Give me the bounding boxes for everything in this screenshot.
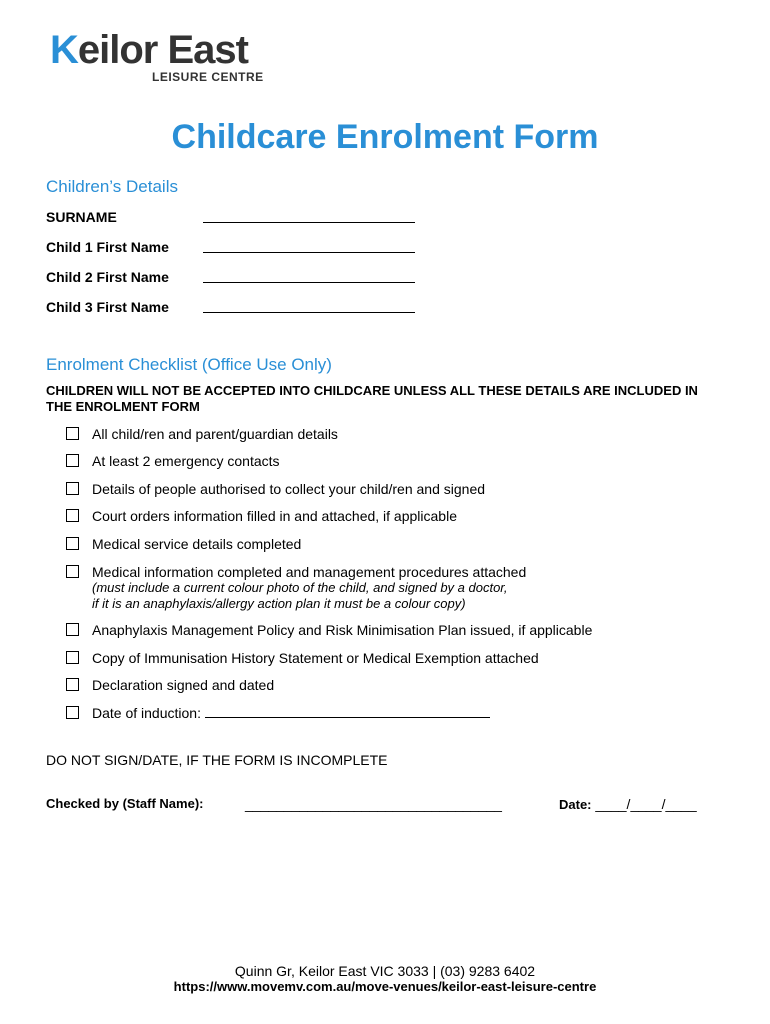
children-details-heading: Children’s Details — [46, 177, 178, 196]
checkbox[interactable] — [66, 623, 79, 636]
checkbox[interactable] — [66, 509, 79, 522]
checklist-warning: CHILDREN WILL NOT BE ACCEPTED INTO CHILDCARE UNLESS ALL THESE DETAILS ARE INCLUDED IN THE ENROLMENT FORM — [46, 383, 698, 414]
footer-url[interactable]: https://www.movemv.com.au/move-venues/keilor-east-leisure-centre — [173, 979, 597, 994]
surname-label: SURNAME — [46, 209, 117, 225]
checkbox[interactable] — [66, 454, 79, 467]
child2-name-field[interactable] — [203, 282, 415, 283]
checklist-heading: Enrolment Checklist (Office Use Only) — [46, 355, 332, 374]
page-title: Childcare Enrolment Form — [171, 118, 599, 156]
logo — [50, 28, 280, 88]
induction-date-field[interactable] — [205, 705, 490, 718]
date-label: Date: — [559, 797, 592, 812]
checkbox[interactable] — [66, 565, 79, 578]
checkbox[interactable] — [66, 651, 79, 664]
child3-label: Child 3 First Name — [46, 299, 169, 315]
checkbox[interactable] — [66, 482, 79, 495]
logo-subtitle: LEISURE CENTRE — [152, 70, 264, 84]
date-field[interactable]: ____/____/____ — [595, 796, 697, 812]
child2-label: Child 2 First Name — [46, 269, 169, 285]
checkbox[interactable] — [66, 427, 79, 440]
staff-name-field[interactable]: _________________________________ — [245, 796, 502, 812]
checkbox[interactable] — [66, 706, 79, 719]
checklist-item-text: Medical information completed and management procedures attached — [92, 564, 527, 580]
child1-name-field[interactable] — [203, 252, 415, 253]
checklist-note: (must include a current colour photo of the child, and signed by a doctor, — [92, 580, 508, 595]
incomplete-notice: DO NOT SIGN/DATE, IF THE FORM IS INCOMPLETE — [46, 752, 388, 768]
checkbox[interactable] — [66, 678, 79, 691]
logo-wordmark: Keilor East — [50, 28, 248, 72]
footer-address: Quinn Gr, Keilor East VIC 3033 | (03) 9283 6402 — [234, 963, 536, 979]
induction-date-label: Date of induction: — [92, 705, 205, 721]
checkbox[interactable] — [66, 537, 79, 550]
surname-field[interactable] — [203, 222, 415, 223]
child3-name-field[interactable] — [203, 312, 415, 313]
checklist-note: if it is an anaphylaxis/allergy action plan it must be a colour copy) — [92, 596, 466, 611]
checked-by-label: Checked by (Staff Name): — [46, 796, 204, 811]
child1-label: Child 1 First Name — [46, 239, 169, 255]
